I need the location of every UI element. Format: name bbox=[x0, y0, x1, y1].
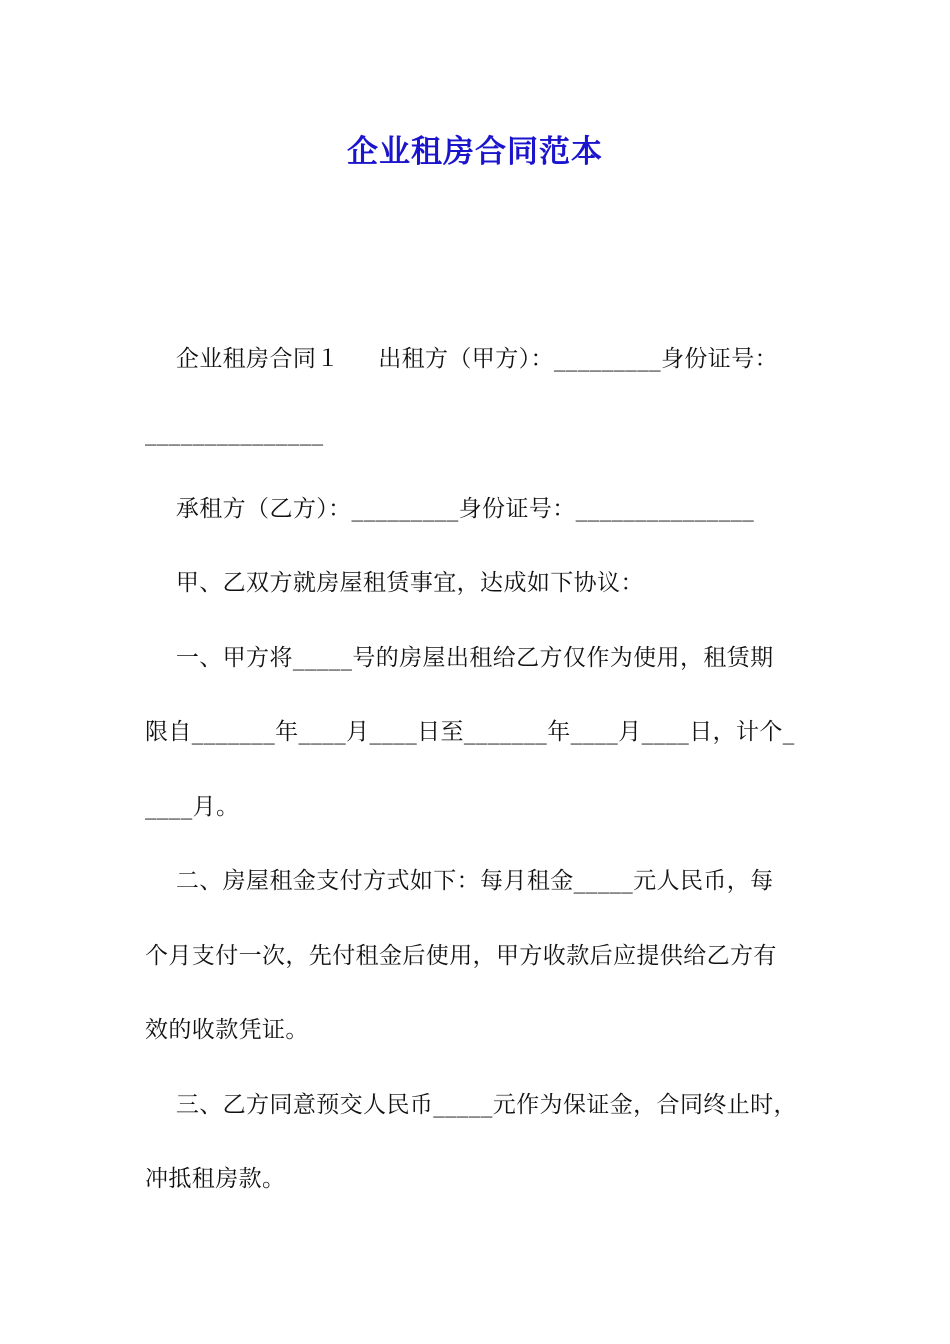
contract-line-lessor-id: _______________ bbox=[145, 420, 324, 446]
contract-line-lessee: 承租方（乙方）：_________身份证号：_______________ bbox=[145, 496, 755, 522]
contract-line-clause-1a: 一、甲方将_____号的房屋出租给乙方仅作为使用，租赁期 bbox=[145, 645, 774, 671]
document-title: 企业租房合同范本 bbox=[347, 134, 603, 170]
contract-line-clause-2c: 效的收款凭证。 bbox=[145, 1017, 309, 1043]
contract-line-agreement-intro: 甲、乙双方就房屋租赁事宜，达成如下协议： bbox=[145, 570, 644, 596]
contract-line-clause-3a: 三、乙方同意预交人民币_____元作为保证金，合同终止时， bbox=[145, 1092, 797, 1118]
contract-line-clause-2b: 个月支付一次，先付租金后使用，甲方收款后应提供给乙方有 bbox=[145, 943, 777, 969]
contract-line-clause-3b: 冲抵租房款。 bbox=[145, 1166, 286, 1192]
contract-line-clause-2a: 二、房屋租金支付方式如下：每月租金_____元人民币，每 bbox=[145, 868, 774, 894]
contract-line-lessor: 企业租房合同１ 出租方（甲方）：_________身份证号： bbox=[145, 346, 778, 372]
contract-line-clause-1c: ____月。 bbox=[145, 794, 240, 820]
contract-line-clause-1b: 限自_______年____月____日至_______年____月____日，计个_ bbox=[145, 719, 795, 745]
